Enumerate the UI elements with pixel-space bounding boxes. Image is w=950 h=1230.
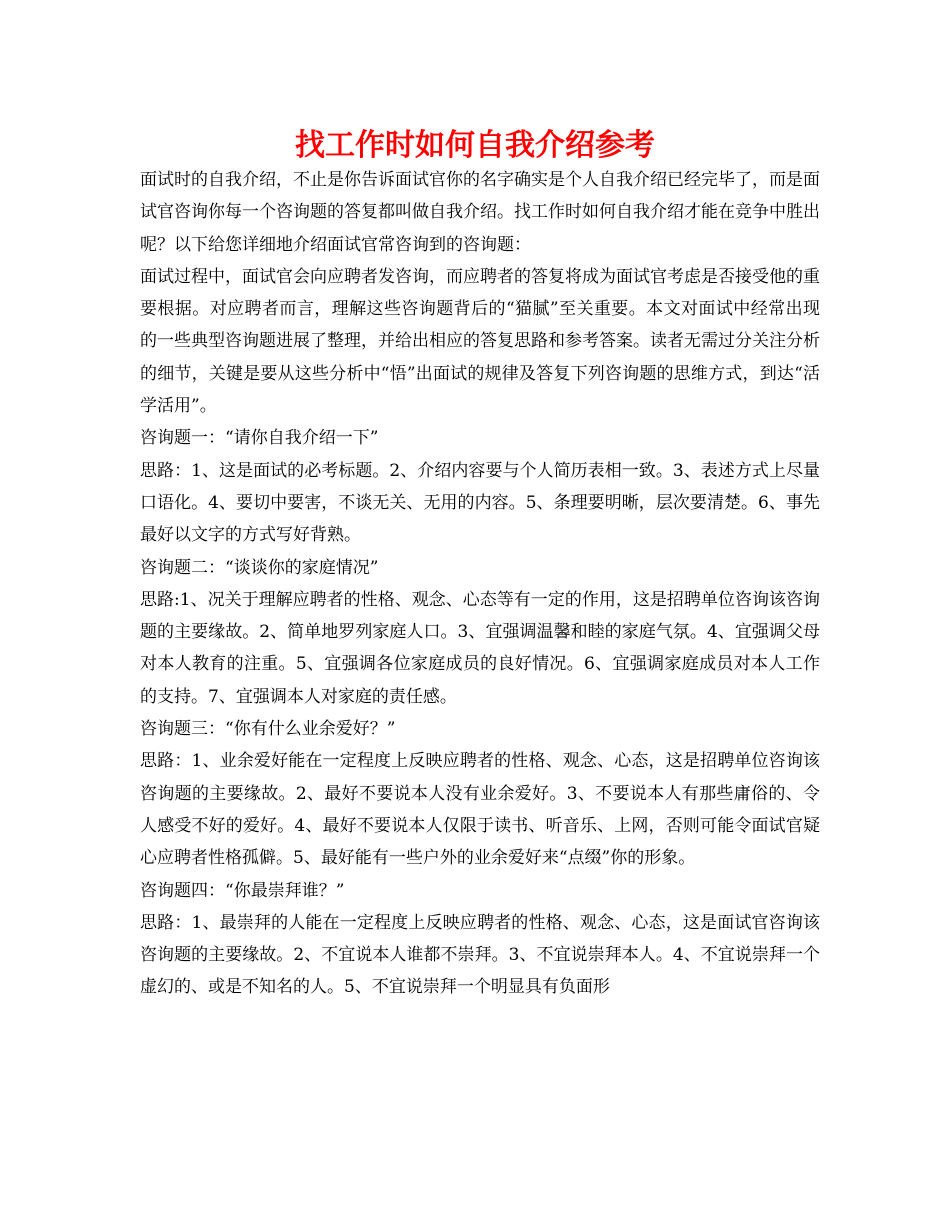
document-title: 找工作时如何自我介绍参考 — [295, 128, 655, 163]
paragraph-background: 面试过程中，面试官会向应聘者发咨询，而应聘者的答复将成为面试官考虑是否接受他的重要根据。对应聘者而言，理解这些咨询题背后的“猫腻”至关重要。本文对面试中经常出现的一些典型咨询题进展了整理，并给出相应的答复思路和参考答案。读者无需过分关注分析的细节，关键是要从这些分析中“悟”出面试的规律及答复下列咨询题的思维方式，到达“活学活用”。 — [140, 266, 820, 417]
question-heading-3: 咨询题三：“你有什么业余爱好？” — [140, 719, 396, 740]
document-body — [140, 164, 820, 1004]
question-heading-4: 咨询题四：“你最崇拜谁？” — [140, 880, 345, 901]
answer-approach-1: 思路：1、这是面试的必考标题。2、介绍内容要与个人简历表相一致。3、表述方式上尽量口语化。4、要切中要害，不谈无关、无用的内容。5、条理要明晰，层次要清楚。6、事先最好以文字的方式写好背熟。 — [140, 460, 820, 546]
answer-approach-3: 思路：1、业余爱好能在一定程度上反映应聘者的性格、观念、心态，这是招聘单位咨询该咨询题的主要缘故。2、最好不要说本人没有业余爱好。3、不要说本人有那些庸俗的、令人感受不好的爱好。4、最好不要说本人仅限于读书、听音乐、上网，否则可能令面试官疑心应聘者性格孤僻。5、最好能有一些户外的业余爱好来“点缀”你的形象。 — [140, 751, 820, 869]
answer-approach-4: 思路：1、最崇拜的人能在一定程度上反映应聘者的性格、观念、心态，这是面试官咨询该咨询题的主要缘故。2、不宜说本人谁都不崇拜。3、不宜说崇拜本人。4、不宜说崇拜一个虚幻的、或是不知名的人。5、不宜说崇拜一个明显具有负面形 — [140, 912, 820, 998]
question-heading-2: 咨询题二：“谈谈你的家庭情况” — [140, 557, 379, 578]
question-heading-1: 咨询题一：“请你自我介绍一下” — [140, 428, 379, 449]
paragraph-intro: 面试时的自我介绍，不止是你告诉面试官你的名字确实是个人自我介绍已经完毕了，而是面试官咨询你每一个咨询题的答复都叫做自我介绍。找工作时如何自我介绍才能在竞争中胜出呢？以下给您详细地介绍面试官常咨询到的咨询题： — [140, 170, 820, 255]
answer-approach-2: 思路:1、况关于理解应聘者的性格、观念、心态等有一定的作用，这是招聘单位咨询该咨询题的主要缘故。2、简单地罗列家庭人口。3、宜强调温馨和睦的家庭气氛。4、宜强调父母对本人教育的注重。5、宜强调各位家庭成员的良好情况。6、宜强调家庭成员对本人工作的支持。7、宜强调本人对家庭的责任感。 — [140, 589, 820, 707]
